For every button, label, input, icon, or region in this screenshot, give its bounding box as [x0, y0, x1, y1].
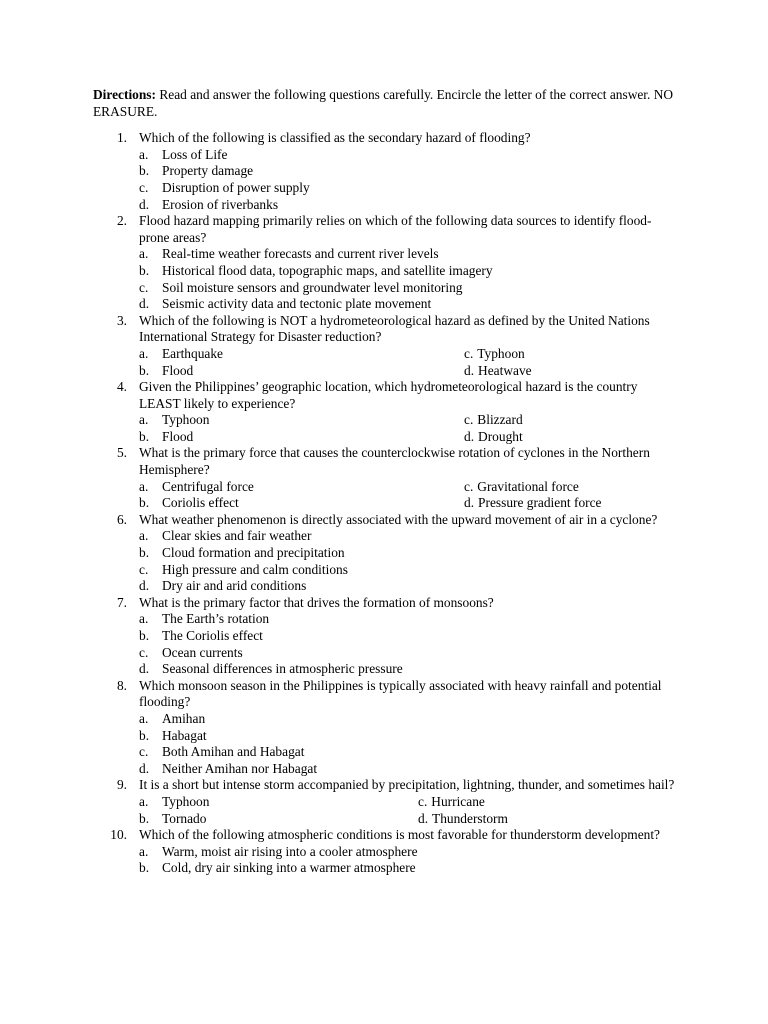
directions-text: Read and answer the following questions carefully. Encircle the letter of the correct answer. NO ERASURE.: [93, 87, 674, 119]
directions: [93, 87, 675, 120]
choice-option[interactable]: [139, 263, 675, 280]
choice-option[interactable]: [139, 495, 464, 512]
choice-text: Thunderstorm: [432, 810, 508, 826]
question-6: [93, 512, 675, 595]
choice-list: [139, 479, 675, 512]
question-text: What is the primary force that causes the counterclockwise rotation of cyclones in the Northern Hemisphere?: [139, 445, 650, 478]
choice-option[interactable]: [139, 429, 464, 446]
choice-list: [139, 346, 675, 379]
choice-list: [139, 711, 675, 777]
choice-option[interactable]: [139, 346, 464, 363]
choice-text: Clear skies and fair weather: [162, 528, 312, 544]
choice-letter: a.: [139, 843, 149, 859]
choice-option[interactable]: [139, 163, 675, 180]
question-number: 8.: [116, 677, 127, 693]
choice-text: Cloud formation and precipitation: [162, 545, 345, 561]
question-number: 3.: [116, 312, 127, 328]
choice-option[interactable]: [418, 794, 675, 811]
choice-text: Ocean currents: [162, 644, 243, 660]
choice-option[interactable]: [139, 844, 675, 861]
choice-list: [139, 246, 675, 312]
choice-text: Pressure gradient force: [478, 495, 602, 511]
choice-text: Erosion of riverbanks: [162, 196, 279, 212]
choice-letter: b.: [139, 545, 150, 561]
choice-letter: a.: [139, 793, 149, 809]
question-number: 5.: [116, 445, 127, 461]
question-text: Flood hazard mapping primarily relies on which of the following data sources to identify flood-prone areas?: [139, 213, 652, 245]
choice-letter: b.: [139, 163, 150, 179]
question-text: Which of the following is classified as the secondary hazard of flooding?: [139, 130, 531, 146]
choice-letter: d.: [464, 495, 475, 511]
choice-list: [139, 412, 675, 445]
choice-letter: c.: [139, 279, 149, 295]
choice-text: Seismic activity data and tectonic plate movement: [162, 296, 432, 312]
choice-letter: a.: [139, 345, 149, 361]
question-1: [93, 130, 675, 213]
choice-text: The Earth’s rotation: [162, 611, 270, 627]
choice-option[interactable]: [139, 860, 675, 877]
choice-text: Historical flood data, topographic maps, and satellite imagery: [162, 262, 493, 278]
directions-label: Directions:: [93, 87, 156, 102]
choice-letter: c.: [464, 412, 474, 428]
question-number: 1.: [116, 130, 127, 146]
choice-letter: a.: [139, 528, 149, 544]
choice-list: [139, 147, 675, 213]
choice-text: Flood: [162, 428, 194, 444]
choice-option[interactable]: [139, 412, 464, 429]
question-text: Which monsoon season in the Philippines is typically associated with heavy rainfall and potential flooding?: [139, 677, 662, 710]
choice-letter: c.: [139, 179, 149, 195]
choice-text: Coriolis effect: [162, 495, 239, 511]
choice-option[interactable]: [139, 246, 675, 263]
choice-option[interactable]: [464, 495, 675, 512]
question-2: [93, 213, 675, 313]
question-9: [93, 777, 675, 827]
choice-text: Loss of Life: [162, 146, 228, 162]
choice-letter: c.: [464, 478, 474, 494]
question-text: Which of the following atmospheric conditions is most favorable for thunderstorm development?: [139, 827, 660, 843]
choice-list: [139, 528, 675, 594]
choice-text: Cold, dry air sinking into a warmer atmosphere: [162, 860, 416, 876]
question-number: 10.: [110, 827, 127, 843]
quiz-page: [93, 87, 675, 877]
choice-option[interactable]: [139, 147, 675, 164]
choice-option[interactable]: [139, 296, 675, 313]
choice-text: Gravitational force: [477, 478, 579, 494]
question-list: [93, 130, 675, 877]
question-text: What weather phenomenon is directly associated with the upward movement of air in a cyclone?: [139, 511, 658, 527]
question-3: [93, 313, 675, 379]
choice-text: Flood: [162, 362, 194, 378]
choice-text: Warm, moist air rising into a cooler atmosphere: [162, 843, 418, 859]
choice-letter: b.: [139, 495, 150, 511]
choice-letter: d.: [139, 661, 150, 677]
choice-text: Dry air and arid conditions: [162, 578, 307, 594]
question-number: 7.: [116, 594, 127, 610]
choice-text: The Coriolis effect: [162, 628, 263, 643]
choice-text: Blizzard: [477, 412, 523, 428]
choice-letter: b.: [139, 628, 150, 643]
choice-text: Disruption of power supply: [162, 179, 310, 195]
choice-option[interactable]: [139, 811, 418, 828]
choice-letter: d.: [139, 196, 150, 212]
question-8: [93, 678, 675, 778]
choice-letter: b.: [139, 727, 150, 743]
choice-option[interactable]: [464, 479, 675, 496]
choice-option[interactable]: [139, 628, 675, 645]
choice-text: Typhoon: [162, 412, 210, 428]
choice-option[interactable]: [139, 197, 675, 214]
choice-letter: b.: [139, 428, 150, 444]
choice-letter: a.: [139, 478, 149, 494]
choice-option[interactable]: [139, 578, 675, 595]
choice-letter: c.: [464, 345, 474, 361]
choice-option[interactable]: [139, 545, 675, 562]
choice-letter: d.: [139, 296, 150, 312]
choice-option[interactable]: [139, 761, 675, 778]
choice-letter: d.: [418, 810, 429, 826]
choice-letter: a.: [139, 710, 149, 726]
choice-option[interactable]: [139, 728, 675, 745]
choice-letter: c.: [139, 744, 149, 760]
question-number: 6.: [116, 511, 127, 527]
choice-letter: c.: [418, 793, 428, 809]
choice-text: Drought: [478, 428, 523, 444]
choice-text: Hurricane: [431, 793, 485, 809]
choice-list: [139, 611, 675, 677]
choice-text: Both Amihan and Habagat: [162, 744, 305, 760]
choice-text: Property damage: [162, 163, 254, 179]
choice-text: Earthquake: [162, 345, 223, 361]
choice-text: Heatwave: [478, 362, 532, 378]
question-text: What is the primary factor that drives the formation of monsoons?: [139, 594, 494, 610]
question-number: 2.: [116, 213, 127, 229]
choice-text: Neither Amihan nor Habagat: [162, 760, 318, 776]
choice-letter: a.: [139, 412, 149, 428]
choice-list: [139, 844, 675, 877]
question-10: [93, 827, 675, 877]
choice-text: Typhoon: [162, 793, 210, 809]
choice-letter: b.: [139, 860, 150, 876]
choice-option[interactable]: [139, 645, 675, 662]
choice-option[interactable]: [464, 429, 675, 446]
choice-option[interactable]: [464, 363, 675, 380]
choice-letter: b.: [139, 810, 150, 826]
choice-letter: a.: [139, 611, 149, 627]
choice-text: Centrifugal force: [162, 478, 254, 494]
choice-text: Typhoon: [477, 345, 525, 361]
question-text: Given the Philippines’ geographic location, which hydrometeorological hazard is the country LEAST likely to experience?: [139, 379, 638, 411]
choice-option[interactable]: [464, 346, 675, 363]
choice-option[interactable]: [418, 811, 675, 828]
choice-option[interactable]: [464, 412, 675, 429]
question-text: It is a short but intense storm accompanied by precipitation, lightning, thunder, and sometimes hail?: [139, 777, 675, 793]
question-4: [93, 379, 675, 445]
choice-letter: a.: [139, 246, 149, 262]
choice-option[interactable]: [139, 794, 418, 811]
choice-letter: d.: [139, 760, 150, 776]
question-5: [93, 445, 675, 511]
choice-letter: b.: [139, 362, 150, 378]
choice-option[interactable]: [139, 744, 675, 761]
choice-option[interactable]: [139, 180, 675, 197]
choice-option[interactable]: [139, 661, 675, 678]
choice-text: Soil moisture sensors and groundwater level monitoring: [162, 279, 463, 295]
choice-letter: a.: [139, 146, 149, 162]
choice-letter: d.: [139, 578, 150, 594]
choice-letter: d.: [464, 362, 475, 378]
choice-letter: d.: [464, 428, 475, 444]
choice-option[interactable]: [139, 562, 675, 579]
choice-list: [139, 794, 675, 827]
choice-text: Real-time weather forecasts and current river levels: [162, 246, 439, 262]
choice-text: Seasonal differences in atmospheric pressure: [162, 661, 403, 677]
question-text: Which of the following is NOT a hydrometeorological hazard as defined by the United Nations International Strategy for Disaster reduction?: [139, 312, 650, 345]
choice-option[interactable]: [139, 711, 675, 728]
choice-option[interactable]: [139, 479, 464, 496]
choice-text: High pressure and calm conditions: [162, 561, 348, 577]
choice-letter: b.: [139, 262, 150, 278]
choice-option[interactable]: [139, 363, 464, 380]
question-number: 9.: [116, 777, 127, 793]
choice-text: Tornado: [162, 810, 207, 826]
choice-option[interactable]: [139, 528, 675, 545]
choice-letter: c.: [139, 644, 149, 660]
question-7: [93, 595, 675, 678]
choice-text: Habagat: [162, 727, 207, 743]
choice-option[interactable]: [139, 611, 675, 628]
choice-option[interactable]: [139, 280, 675, 297]
choice-letter: c.: [139, 561, 149, 577]
question-number: 4.: [116, 379, 127, 395]
choice-text: Amihan: [162, 710, 206, 726]
